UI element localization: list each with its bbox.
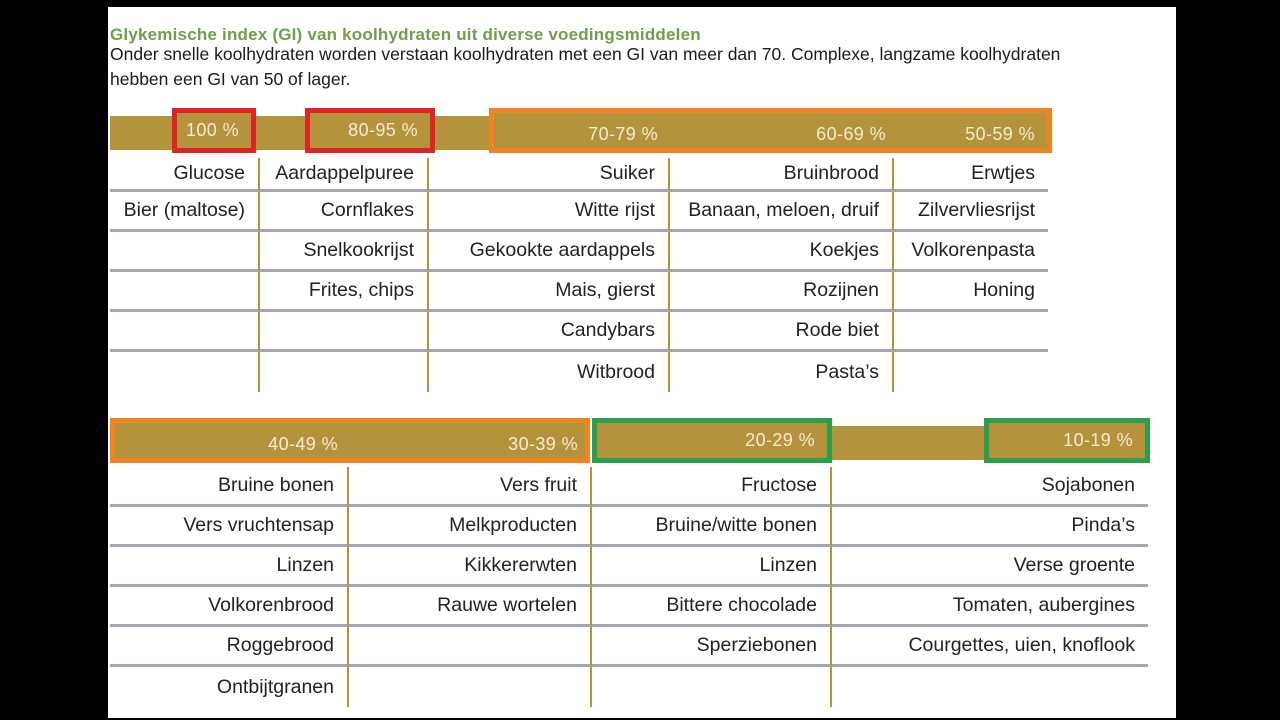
table-cell: Fructose [592,467,832,507]
table-cell [349,627,592,667]
table-cell [349,667,592,707]
table-cell: Cornflakes [260,192,429,232]
table-cell: Tomaten, aubergines [832,587,1148,627]
table-cell: Witte rijst [429,192,670,232]
table-cell: Bier (maltose) [110,192,260,232]
table-cell: Kikkererwten [349,547,592,587]
gi-range-box-100 [172,108,256,153]
table-cell: Rauwe wortelen [349,587,592,627]
table-cell: Volkorenbrood [110,587,349,627]
intro-line-2: hebben een GI van 50 of lager. [110,69,351,89]
table-cell: Vers fruit [349,467,592,507]
gi-range-label-70-79-wrap [500,117,658,151]
high-gi-table [110,158,1048,392]
table-cell: Rozijnen [670,272,894,312]
table-cell [110,272,260,312]
table-cell: Pasta’s [670,352,894,392]
table-cell [110,312,260,352]
table-cell: Pinda’s [832,507,1148,547]
table-cell: Bittere chocolade [592,587,832,627]
table-cell: Mais, gierst [429,272,670,312]
gi-range-label-60-69-wrap [720,117,886,151]
table-cell: Bruine bonen [110,467,349,507]
table-cell: Aardappelpuree [260,158,429,192]
table-cell: Linzen [110,547,349,587]
table-cell: Witbrood [429,352,670,392]
gi-range-label-80-95: 80-95 % [348,120,418,140]
gi-bar-segment [433,116,491,150]
table-cell [110,352,260,392]
gi-range-label-70-79: 70-79 % [588,123,658,144]
table-cell [110,232,260,272]
gi-range-label-60-69: 60-69 % [816,123,886,144]
gi-range-label-100: 100 % [185,120,239,140]
table-cell: Vers vruchtensap [110,507,349,547]
gi-bar-segment [110,116,174,150]
table-cell: Banaan, meloen, druif [670,192,894,232]
gi-range-label-50-59: 50-59 % [965,123,1035,144]
table-cell: Snelkookrijst [260,232,429,272]
gi-range-box-10-19 [984,418,1150,463]
table-cell: Glucose [110,158,260,192]
table-cell: Linzen [592,547,832,587]
gi-range-label-30-39-wrap [420,427,578,461]
gi-range-box-20-29 [592,418,832,463]
table-cell [832,667,1148,707]
gi-bar-segment [254,116,307,150]
table-cell [260,312,429,352]
gi-range-label-10-19: 10-19 % [1063,430,1133,450]
table-cell [894,352,1048,392]
table-cell: Honing [894,272,1048,312]
table-cell: Bruinbrood [670,158,894,192]
table-cell: Gekookte aardappels [429,232,670,272]
gi-range-label-50-59-wrap [870,117,1035,151]
intro-line-1: Onder snelle koolhydraten worden verstaan koolhydraten met een GI van meer dan 70. Complexe, langzame koolhydraten [110,44,1061,64]
gi-range-label-20-29: 20-29 % [745,430,815,450]
page-title: Glykemische index (GI) van koolhydraten uit diverse voedingsmiddelen [110,25,701,45]
table-cell [592,667,832,707]
table-cell: Ontbijtgranen [110,667,349,707]
table-cell: Bruine/witte bonen [592,507,832,547]
table-cell: Roggebrood [110,627,349,667]
table-cell: Frites, chips [260,272,429,312]
table-cell: Verse groente [832,547,1148,587]
gi-bar-segment [830,426,986,460]
gi-range-box-80-95 [305,108,435,153]
table-cell: Suiker [429,158,670,192]
table-cell: Melkproducten [349,507,592,547]
table-cell: Volkorenpasta [894,232,1048,272]
table-cell [894,312,1048,352]
gi-range-label-40-49: 40-49 % [268,433,338,454]
table-cell: Sperziebonen [592,627,832,667]
table-cell [260,352,429,392]
table-cell: Erwtjes [894,158,1048,192]
intro-paragraph [110,42,1170,92]
low-gi-table [110,467,1148,707]
table-cell: Candybars [429,312,670,352]
table-cell: Courgettes, uien, knoflook [832,627,1148,667]
table-cell: Sojabonen [832,467,1148,507]
table-cell: Zilvervliesrijst [894,192,1048,232]
gi-range-label-30-39: 30-39 % [508,433,578,454]
table-cell: Rode biet [670,312,894,352]
table-cell: Koekjes [670,232,894,272]
gi-range-label-40-49-wrap [180,427,338,461]
